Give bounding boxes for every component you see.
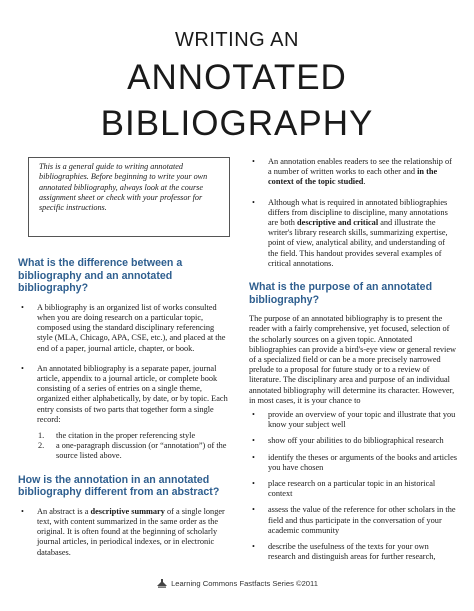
- annotation-text-bold: in the context of the topic studied: [268, 167, 438, 187]
- intro-box: [28, 157, 230, 237]
- bullet-icon: •: [21, 506, 24, 516]
- record-part-2: a one-paragraph discussion (or “annotation”) of the source listed above.: [56, 441, 227, 461]
- bullet-icon: •: [21, 363, 24, 373]
- list-item: [249, 505, 457, 536]
- section-heading-abstract: How is the annotation in an annotated bibliography different from an abstract?: [18, 473, 220, 499]
- purpose-list: [249, 410, 457, 562]
- purpose-item: place research on a particular topic in an historical context: [268, 479, 436, 499]
- list-item: [249, 436, 457, 446]
- purpose-item: identify the theses or arguments of the books and articles you have chosen: [268, 452, 458, 472]
- list-item: [249, 479, 457, 499]
- record-part-1: the citation in the proper referencing style: [56, 431, 196, 441]
- requirements-text-bold: descriptive and critical: [297, 218, 379, 228]
- list-number: 2.: [38, 441, 45, 451]
- left-column: [18, 157, 230, 558]
- bibliography-definition: A bibliography is an organized list of works consulted when you are doing research on a particular topic, composed using the standard disciplinary referencing style (MLA, Chicago, APA, CSE, etc.), and placed at the end of a paper, journal article, chapter, or book.: [37, 302, 226, 353]
- section-heading-difference: What is the difference between a bibliography and an annotated bibliography?: [18, 257, 183, 295]
- bullet-icon: •: [252, 197, 255, 207]
- abstract-text-bold: descriptive summary: [90, 506, 165, 516]
- footer: [0, 578, 474, 588]
- list-item: [249, 453, 457, 473]
- list-item: [249, 157, 457, 188]
- title-line-2: ANNOTATED: [127, 58, 347, 97]
- annotation-list: [249, 157, 457, 269]
- list-number: 1.: [38, 431, 45, 441]
- requirements-text-pre: Although what is required in annotated bibliographies differs from discipline to discipline, many annotations are both: [268, 197, 448, 228]
- title-line-3: BIBLIOGRAPHY: [100, 104, 374, 143]
- list-item: [249, 410, 457, 430]
- bullet-icon: •: [252, 157, 255, 166]
- right-column: [249, 157, 457, 562]
- bullet-icon: •: [252, 410, 255, 420]
- bullet-icon: •: [252, 452, 255, 462]
- annotation-text-pre: An annotation enables readers to see the relationship of a number of written works to each other and: [268, 157, 452, 177]
- list-item: [18, 364, 230, 425]
- requirements-text-post: and illustrate the writer's library research skills, summarizing expertise, point of view, analytical ability, and understanding of the field. This handout provides several examples of critical annotations.: [268, 218, 448, 268]
- title-line-1: WRITING AN: [175, 29, 299, 51]
- record-parts-list: [18, 431, 230, 462]
- abstract-text-post: of a single longer text, with content summarized in the same order as the original. It is often found at the beginning of scholarly journal articles, in periodical indexes, or in electronic databases.: [37, 506, 225, 557]
- list-item: [18, 441, 230, 461]
- list-item: [18, 303, 230, 354]
- purpose-item: show off your abilities to do bibliographical research: [268, 436, 444, 446]
- annotation-text-post: .: [363, 177, 366, 187]
- list-item: [249, 542, 457, 562]
- abstract-list: [18, 507, 230, 558]
- purpose-paragraph: The purpose of an annotated bibliography is to present the reader with a fairly comprehensive, yet focused, selection of the scholarly sources on a given topic. Annotated bibliographies can provide a bird's-eye view or general review of a specialized field or can be a more precisely narrowed prelude to a proposal for future study or to a review of literature. The disciplinary area and purpose of an individual annotated bibliography will determine its character. However, in most cases, it is your chance to: [249, 314, 456, 405]
- abstract-text-pre: An abstract is a: [37, 506, 91, 516]
- bullet-icon: •: [252, 542, 255, 552]
- bullet-icon: •: [252, 479, 255, 489]
- lamp-icon: [156, 578, 168, 588]
- annotated-bibliography-definition: An annotated bibliography is a separate paper, journal article, appendix to a journal article, or complete book consisting of a series of entries on a single theme, organized either alphabetically, by date, or by topic. Each entry consists of two parts that together form a single record:: [37, 363, 228, 424]
- list-item: [18, 507, 230, 558]
- list-item: [18, 431, 230, 441]
- purpose-item: provide an overview of your topic and illustrate that you know your subject well: [268, 410, 456, 430]
- bullet-icon: •: [252, 436, 255, 446]
- difference-list: [18, 303, 230, 425]
- purpose-item: assess the value of the reference for other scholars in the field and thus participate in the conversation of your academic community: [268, 505, 456, 535]
- purpose-item: describe the usefulness of the texts for your own research and distinguish areas for further research,: [268, 542, 436, 562]
- bullet-icon: •: [252, 505, 255, 515]
- intro-text: This is a general guide to writing annotated bibliographies. Before beginning to write your own annotated bibliography, always look at the course assignment sheet or check with your professor for specific instructions.: [39, 162, 208, 213]
- section-heading-purpose: What is the purpose of an annotated bibliography?: [249, 281, 433, 306]
- list-item: [249, 198, 457, 269]
- bullet-icon: •: [21, 302, 24, 312]
- footer-text: Learning Commons Fastfacts Series ©2011: [171, 579, 318, 588]
